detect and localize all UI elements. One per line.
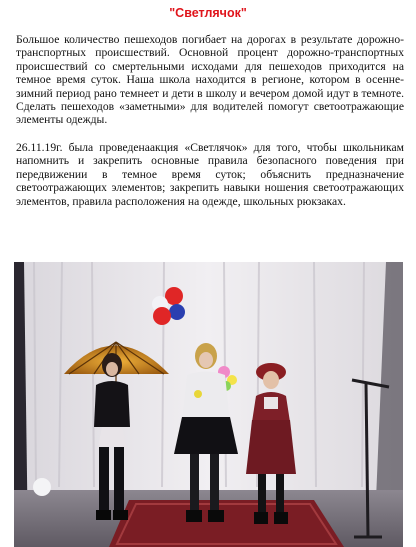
intro-paragraph: Большое количество пешеходов погибает на дорогах в результате дорожно-транспортных происшествий. Основной процент дорожно-транспортных происшествий со смертельными исходами для пешеходов приходится на темное время суток. Наша школа находится в регионе, котором в осенне-зимний период рано темнеет и дети в школу и вечером домой идут в темноте. Сделать пешеходов «заметными» для водителей помогут светоотражающие элементы одежды. xyxy=(16,33,404,127)
event-photo xyxy=(14,262,403,547)
event-paragraph: 26.11.19г. была проведенаакция «Светлячок» для того, чтобы школьникам напомнить и закрепить основные правила безопасного поведения при передвижении в темное время суток; объяснить предназначение светоотражающих элементов; закрепить навыки ношения светоотражающих элементов, правила расположения на одежде, школьных рюкзаках. xyxy=(16,141,404,208)
page-title: "Светлячок" xyxy=(169,6,247,20)
red-carpet xyxy=(109,500,344,547)
